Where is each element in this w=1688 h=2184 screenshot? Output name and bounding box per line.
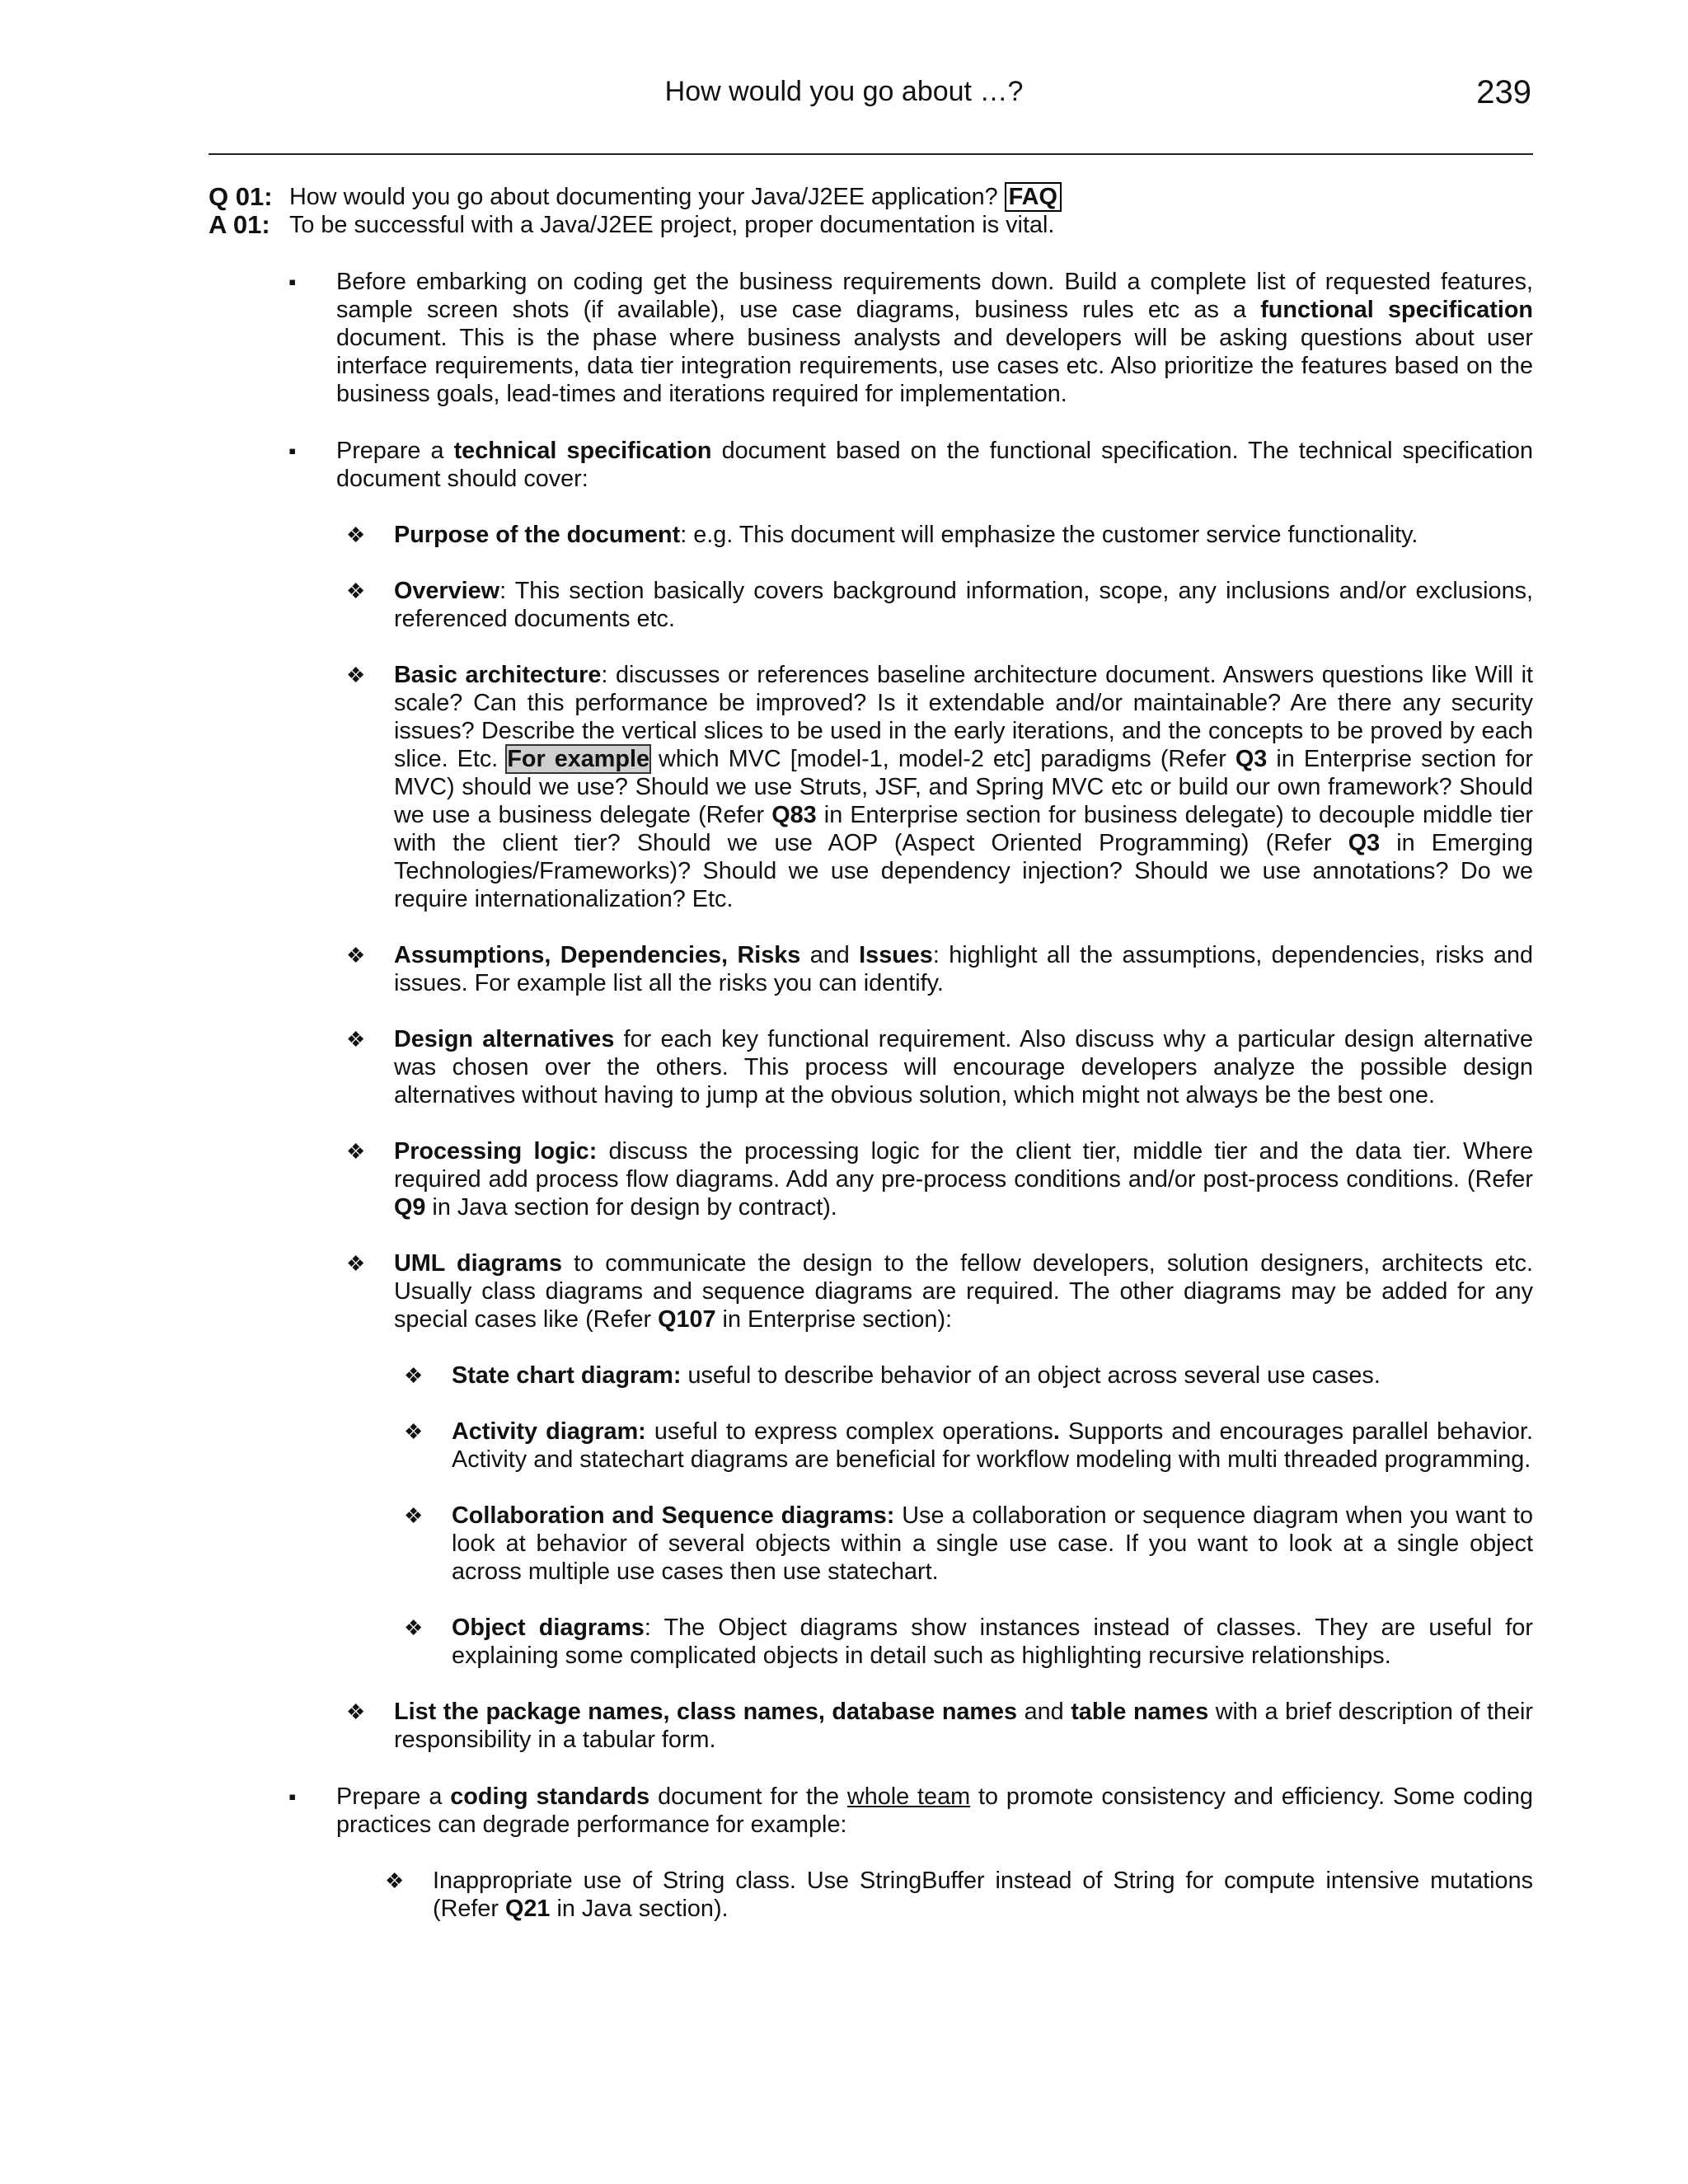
diamond-bullet-icon: ❖ bbox=[346, 1251, 366, 1276]
bullet-coding-standards: ▪ Prepare a coding standards document for the whole team to promote consistency and efficiency. Some coding practices can degrade performance for example: bbox=[288, 1783, 1534, 1838]
uml-state-chart: ❖ State chart diagram: useful to describe behavior of an object across several use cases. bbox=[404, 1362, 1381, 1389]
spec-uml-diagrams: ❖ UML diagrams to communicate the design to the fellow developers, solution designers, architects etc. Usually class diagrams and sequence diagrams are required. The other diagrams may be added for any special cases like (Refer Q107 in Enterprise section): bbox=[346, 1250, 1533, 1333]
uml-activity: ❖ Activity diagram: useful to express complex operations. Supports and encourages parallel behavior. Activity and statechart diagrams are beneficial for workflow modeling with multi threaded programming. bbox=[404, 1418, 1533, 1473]
diamond-bullet-icon: ❖ bbox=[385, 1868, 405, 1893]
square-bullet-icon: ▪ bbox=[288, 438, 297, 463]
square-bullet-icon: ▪ bbox=[288, 269, 297, 294]
square-bullet-icon: ▪ bbox=[288, 1784, 297, 1809]
spec-processing-logic: ❖ Processing logic: discuss the processing logic for the client tier, middle tier and the data tier. Where required add process flow diagrams. Add any pre-process conditions and/or post-process conditions. (Refer Q9 in Java section for design by contract). bbox=[346, 1138, 1533, 1221]
spec-design-alternatives: ❖ Design alternatives for each key functional requirement. Also discuss why a particular design alternative was chosen over the others. This process will encourage developers analyze the possible design alternatives without having to jump at the obvious solution, which might not always be the best one. bbox=[346, 1026, 1533, 1108]
page-content bbox=[209, 183, 1533, 1923]
uml-object: ❖ Object diagrams: The Object diagrams show instances instead of classes. They are useful for explaining some complicated objects in detail such as highlighting recursive relationships. bbox=[404, 1615, 1533, 1669]
question-label: Q 01: bbox=[209, 182, 273, 211]
spec-overview: ❖ Overview: This section basically covers background information, scope, any inclusions and/or exclusions, referenced documents etc. bbox=[346, 578, 1533, 632]
answer-text: To be successful with a Java/J2EE project, proper documentation is vital. bbox=[289, 212, 1055, 238]
diamond-bullet-icon: ❖ bbox=[346, 1139, 366, 1164]
bullet-functional-spec: ▪ Before embarking on coding get the business requirements down. Build a complete list of requested features, sample screen shots (if available), use case diagrams, business rules etc as a functional specification document. This is the phase where business analysts and developers will be asking questions about user interface requirements, data tier integration requirements, use cases etc. Also prioritize the features based on the business goals, lead-times and iterations required for implementation. bbox=[288, 269, 1533, 407]
bullet-technical-spec: ▪ Prepare a technical specification document based on the functional specification. The technical specification document should cover: bbox=[288, 438, 1533, 492]
spec-purpose: ❖ Purpose of the document: e.g. This document will emphasize the customer service functionality. bbox=[346, 522, 1418, 548]
diamond-bullet-icon: ❖ bbox=[346, 663, 366, 687]
header-rule bbox=[209, 153, 1533, 155]
diamond-bullet-icon: ❖ bbox=[346, 579, 366, 603]
spec-basic-architecture: ❖ Basic architecture: discusses or references baseline architecture document. Answers questions like Will it scale? Can this performance be improved? Is it extendable and/or maintainable? Are there any security issues? Describe the vertical slices to be used in the early iterations, and the concepts to be proved by each slice. Etc. For example which MVC [model-1, model-2 etc] paradigms (Refer Q3 in Enterprise section for MVC) should we use? Should we use Struts, JSF, and Spring MVC etc or build our own framework? Should we use a business delegate (Refer Q83 in Enterprise section for business delegate) to decouple middle tier with the client tier? Should we use AOP (Aspect Oriented Programming) (Refer Q3 in Emerging Technologies/Frameworks)? Should we use dependency injection? Should we use annotations? Do we require internationalization? Etc. bbox=[346, 662, 1533, 912]
diamond-bullet-icon: ❖ bbox=[404, 1363, 424, 1388]
faq-badge: FAQ bbox=[1005, 182, 1062, 212]
diamond-bullet-icon: ❖ bbox=[346, 1699, 366, 1724]
highlighted-for-example: For example bbox=[507, 746, 649, 772]
diamond-bullet-icon: ❖ bbox=[404, 1615, 424, 1640]
coding-string-class: ❖ Inappropriate use of String class. Use StringBuffer instead of String for compute intensive mutations (Refer Q21 in Java section). bbox=[385, 1868, 1533, 1922]
diamond-bullet-icon: ❖ bbox=[404, 1503, 424, 1528]
uml-collaboration-sequence: ❖ Collaboration and Sequence diagrams: Use a collaboration or sequence diagram when you want to look at behavior of several objects within a single use case. If you want to look at a single object across multiple use cases then use statechart. bbox=[404, 1502, 1534, 1585]
spec-list-names: ❖ List the package names, class names, database names and table names with a brief description of their responsibility in a tabular form. bbox=[346, 1699, 1533, 1753]
diamond-bullet-icon: ❖ bbox=[346, 943, 366, 968]
diamond-bullet-icon: ❖ bbox=[404, 1419, 424, 1444]
answer-row bbox=[209, 211, 1533, 239]
page-number: 239 bbox=[1476, 74, 1531, 110]
diamond-bullet-icon: ❖ bbox=[346, 1027, 366, 1052]
spec-assumptions: ❖ Assumptions, Dependencies, Risks and Issues: highlight all the assumptions, dependencies, risks and issues. For example list all the risks you can identify. bbox=[346, 942, 1533, 996]
diamond-bullet-icon: ❖ bbox=[346, 523, 366, 547]
answer-label: A 01: bbox=[209, 210, 270, 239]
question-row bbox=[209, 183, 1533, 211]
question-text: How would you go about documenting your Java/J2EE application? FAQ bbox=[289, 183, 1062, 211]
page-header-title: How would you go about …? bbox=[664, 76, 1024, 107]
